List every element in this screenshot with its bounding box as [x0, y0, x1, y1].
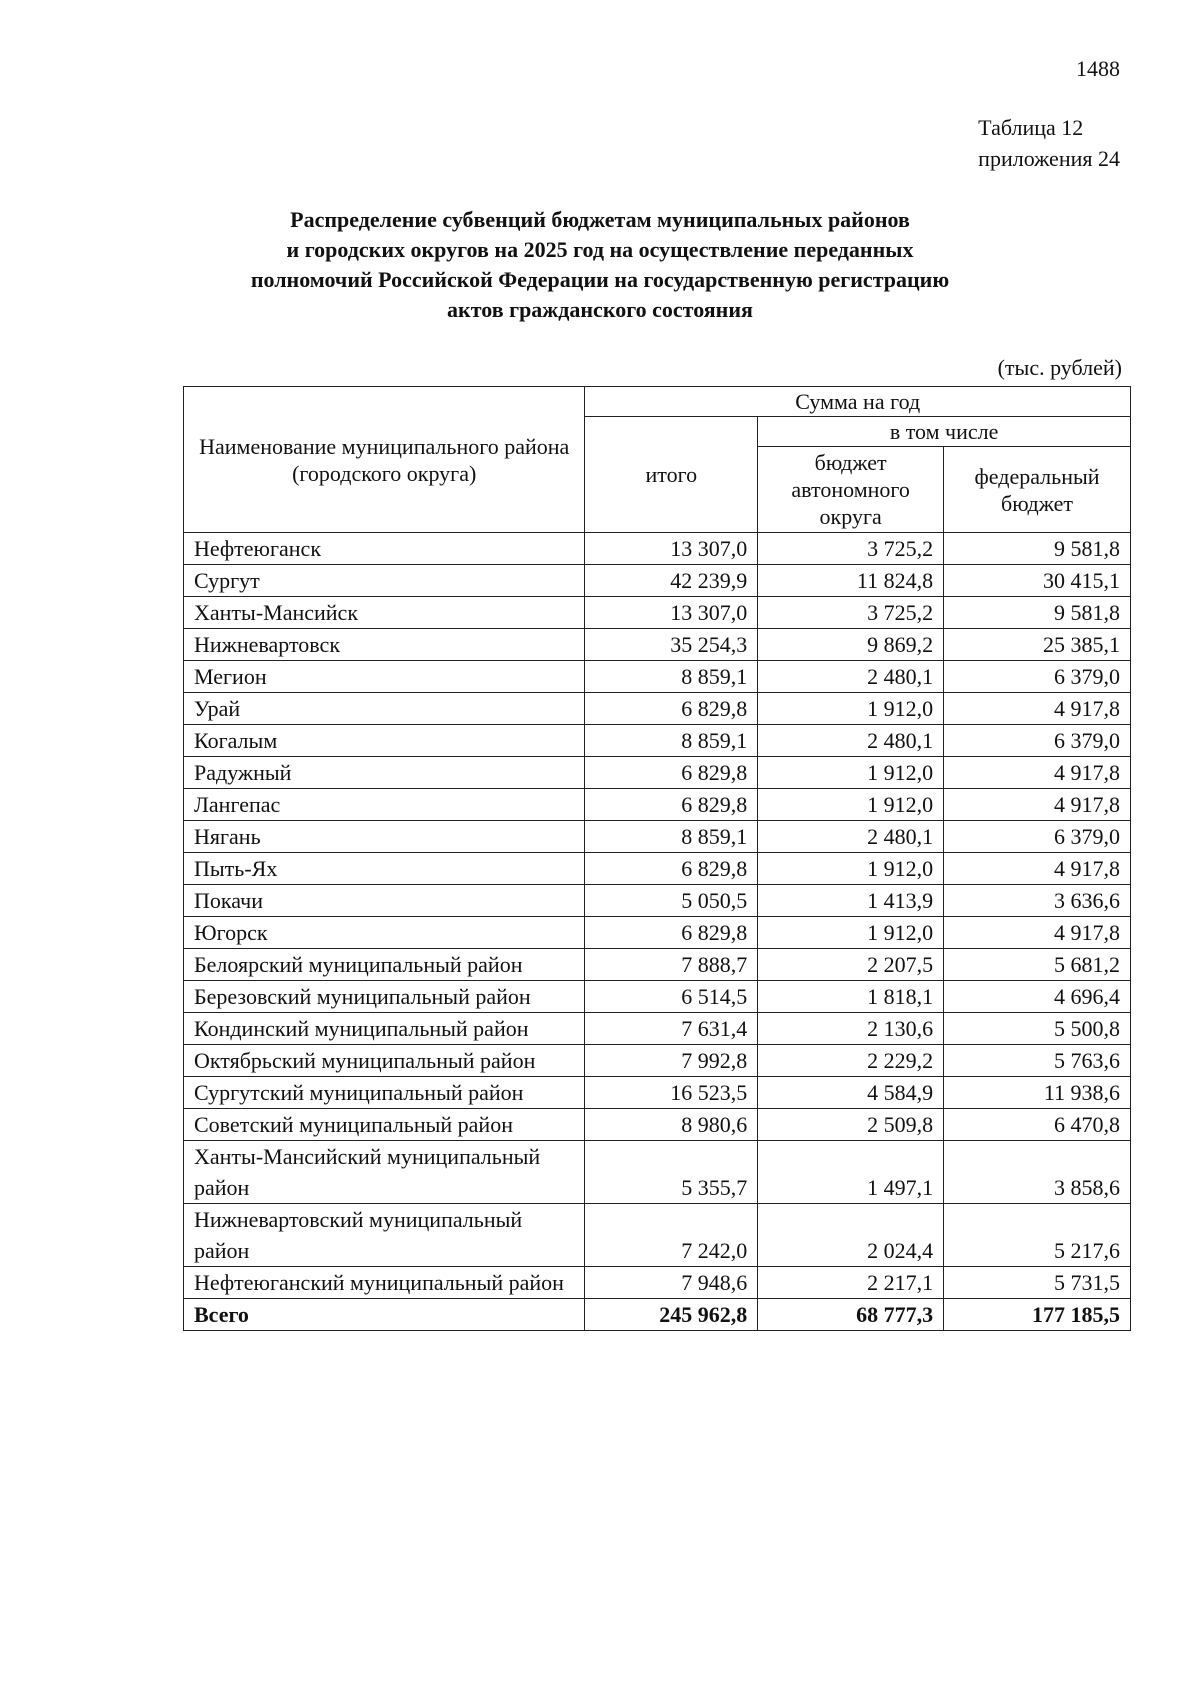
cell-federal-budget: 5 681,2	[944, 949, 1131, 981]
cell-total: 6 514,5	[585, 981, 758, 1013]
cell-regional-budget: 68 777,3	[758, 1299, 944, 1331]
cell-federal-budget: 4 696,4	[944, 981, 1131, 1013]
title-line: и городских округов на 2025 год на осуществление переданных	[286, 237, 914, 262]
cell-name: Белоярский муниципальный район	[184, 949, 585, 981]
cell-name: Мегион	[184, 661, 585, 693]
cell-total: 5 355,7	[585, 1141, 758, 1204]
cell-regional-budget: 2 480,1	[758, 661, 944, 693]
cell-total: 6 829,8	[585, 789, 758, 821]
table-row	[184, 917, 1131, 949]
cell-total: 8 980,6	[585, 1109, 758, 1141]
cell-total: 42 239,9	[585, 565, 758, 597]
cell-name: Нягань	[184, 821, 585, 853]
cell-regional-budget: 3 725,2	[758, 597, 944, 629]
cell-name: Ханты-Мансийск	[184, 597, 585, 629]
table-row	[184, 725, 1131, 757]
table-row	[184, 853, 1131, 885]
cell-total: 6 829,8	[585, 693, 758, 725]
cell-federal-budget: 9 581,8	[944, 533, 1131, 565]
cell-regional-budget: 1 413,9	[758, 885, 944, 917]
cell-total: 6 829,8	[585, 757, 758, 789]
subvention-table	[183, 386, 1131, 1331]
cell-federal-budget: 3 858,6	[944, 1141, 1131, 1204]
cell-total: 5 050,5	[585, 885, 758, 917]
cell-federal-budget: 6 379,0	[944, 725, 1131, 757]
cell-federal-budget: 5 731,5	[944, 1267, 1131, 1299]
cell-name: Октябрьский муниципальный район	[184, 1045, 585, 1077]
table-row	[184, 821, 1131, 853]
table-row	[184, 565, 1131, 597]
cell-federal-budget: 177 185,5	[944, 1299, 1131, 1331]
cell-federal-budget: 4 917,8	[944, 757, 1131, 789]
cell-federal-budget: 4 917,8	[944, 917, 1131, 949]
table-row	[184, 885, 1131, 917]
title-line: Распределение субвенций бюджетам муниципальных районов	[290, 207, 910, 232]
table-row	[184, 1077, 1131, 1109]
cell-total: 8 859,1	[585, 661, 758, 693]
table-reference-line: приложения 24	[978, 146, 1120, 171]
cell-federal-budget: 6 379,0	[944, 821, 1131, 853]
cell-regional-budget: 3 725,2	[758, 533, 944, 565]
cell-federal-budget: 9 581,8	[944, 597, 1131, 629]
cell-federal-budget: 30 415,1	[944, 565, 1131, 597]
cell-total: 16 523,5	[585, 1077, 758, 1109]
cell-regional-budget: 1 912,0	[758, 757, 944, 789]
cell-name: Урай	[184, 693, 585, 725]
cell-name: Нефтеюганск	[184, 533, 585, 565]
cell-federal-budget: 5 217,6	[944, 1204, 1131, 1267]
table-row	[184, 693, 1131, 725]
cell-name: Радужный	[184, 757, 585, 789]
table-row	[184, 597, 1131, 629]
cell-regional-budget: 1 912,0	[758, 693, 944, 725]
table-row	[184, 1109, 1131, 1141]
cell-federal-budget: 4 917,8	[944, 853, 1131, 885]
cell-name: Нижневартовский муниципальный район	[184, 1204, 585, 1267]
header-federal-budget: федеральный бюджет	[944, 447, 1131, 533]
cell-federal-budget: 3 636,6	[944, 885, 1131, 917]
cell-name: Югорск	[184, 917, 585, 949]
table-row	[184, 1045, 1131, 1077]
table-row	[184, 981, 1131, 1013]
cell-regional-budget: 2 480,1	[758, 725, 944, 757]
cell-name: Нефтеюганский муниципальный район	[184, 1267, 585, 1299]
units-label: (тыс. рублей)	[997, 355, 1122, 380]
cell-name: Пыть-Ях	[184, 853, 585, 885]
table-reference-line: Таблица 12	[978, 115, 1084, 140]
cell-name: Всего	[184, 1299, 585, 1331]
cell-total: 35 254,3	[585, 629, 758, 661]
cell-regional-budget: 2 130,6	[758, 1013, 944, 1045]
cell-total: 8 859,1	[585, 725, 758, 757]
cell-name: Сургутский муниципальный район	[184, 1077, 585, 1109]
cell-name: Сургут	[184, 565, 585, 597]
document-title	[0, 205, 1200, 325]
cell-name: Когалым	[184, 725, 585, 757]
cell-name: Покачи	[184, 885, 585, 917]
cell-federal-budget: 4 917,8	[944, 693, 1131, 725]
cell-regional-budget: 2 207,5	[758, 949, 944, 981]
cell-total: 245 962,8	[585, 1299, 758, 1331]
cell-total: 6 829,8	[585, 917, 758, 949]
cell-regional-budget: 9 869,2	[758, 629, 944, 661]
cell-total: 7 888,7	[585, 949, 758, 981]
table-reference	[978, 112, 1120, 174]
cell-federal-budget: 6 470,8	[944, 1109, 1131, 1141]
cell-regional-budget: 1 912,0	[758, 789, 944, 821]
cell-total: 8 859,1	[585, 821, 758, 853]
cell-regional-budget: 1 497,1	[758, 1141, 944, 1204]
header-total: итого	[585, 417, 758, 533]
cell-regional-budget: 2 217,1	[758, 1267, 944, 1299]
total-row	[184, 1299, 1131, 1331]
cell-regional-budget: 2 229,2	[758, 1045, 944, 1077]
cell-name: Березовский муниципальный район	[184, 981, 585, 1013]
cell-total: 13 307,0	[585, 597, 758, 629]
table-row	[184, 757, 1131, 789]
cell-total: 7 631,4	[585, 1013, 758, 1045]
table-row	[184, 1204, 1131, 1267]
table-row	[184, 1267, 1131, 1299]
cell-total: 13 307,0	[585, 533, 758, 565]
title-line: актов гражданского состояния	[447, 297, 753, 322]
cell-regional-budget: 1 912,0	[758, 853, 944, 885]
cell-total: 7 242,0	[585, 1204, 758, 1267]
table-row	[184, 533, 1131, 565]
cell-regional-budget: 2 480,1	[758, 821, 944, 853]
header-municipality: Наименование муниципального района (городского округа)	[184, 387, 585, 533]
cell-federal-budget: 4 917,8	[944, 789, 1131, 821]
cell-federal-budget: 5 763,6	[944, 1045, 1131, 1077]
cell-federal-budget: 5 500,8	[944, 1013, 1131, 1045]
cell-regional-budget: 2 509,8	[758, 1109, 944, 1141]
cell-regional-budget: 2 024,4	[758, 1204, 944, 1267]
cell-regional-budget: 1 912,0	[758, 917, 944, 949]
cell-name: Кондинский муниципальный район	[184, 1013, 585, 1045]
cell-federal-budget: 6 379,0	[944, 661, 1131, 693]
table-row	[184, 949, 1131, 981]
table-row	[184, 789, 1131, 821]
cell-federal-budget: 11 938,6	[944, 1077, 1131, 1109]
page-number: 1488	[1076, 56, 1120, 81]
cell-name: Нижневартовск	[184, 629, 585, 661]
cell-regional-budget: 1 818,1	[758, 981, 944, 1013]
cell-name: Лангепас	[184, 789, 585, 821]
header-regional-budget: бюджет автономного округа	[758, 447, 944, 533]
header-including: в том числе	[758, 417, 1131, 447]
table-row	[184, 1141, 1131, 1204]
title-line: полномочий Российской Федерации на государственную регистрацию	[250, 267, 950, 292]
table-row	[184, 661, 1131, 693]
cell-name: Ханты-Мансийский муниципальный район	[184, 1141, 585, 1204]
cell-name: Советский муниципальный район	[184, 1109, 585, 1141]
header-annual-sum: Сумма на год	[585, 387, 1131, 417]
cell-total: 7 948,6	[585, 1267, 758, 1299]
table-row	[184, 629, 1131, 661]
cell-regional-budget: 4 584,9	[758, 1077, 944, 1109]
cell-total: 6 829,8	[585, 853, 758, 885]
cell-regional-budget: 11 824,8	[758, 565, 944, 597]
cell-total: 7 992,8	[585, 1045, 758, 1077]
table-row	[184, 1013, 1131, 1045]
cell-federal-budget: 25 385,1	[944, 629, 1131, 661]
table-body	[184, 533, 1131, 1331]
